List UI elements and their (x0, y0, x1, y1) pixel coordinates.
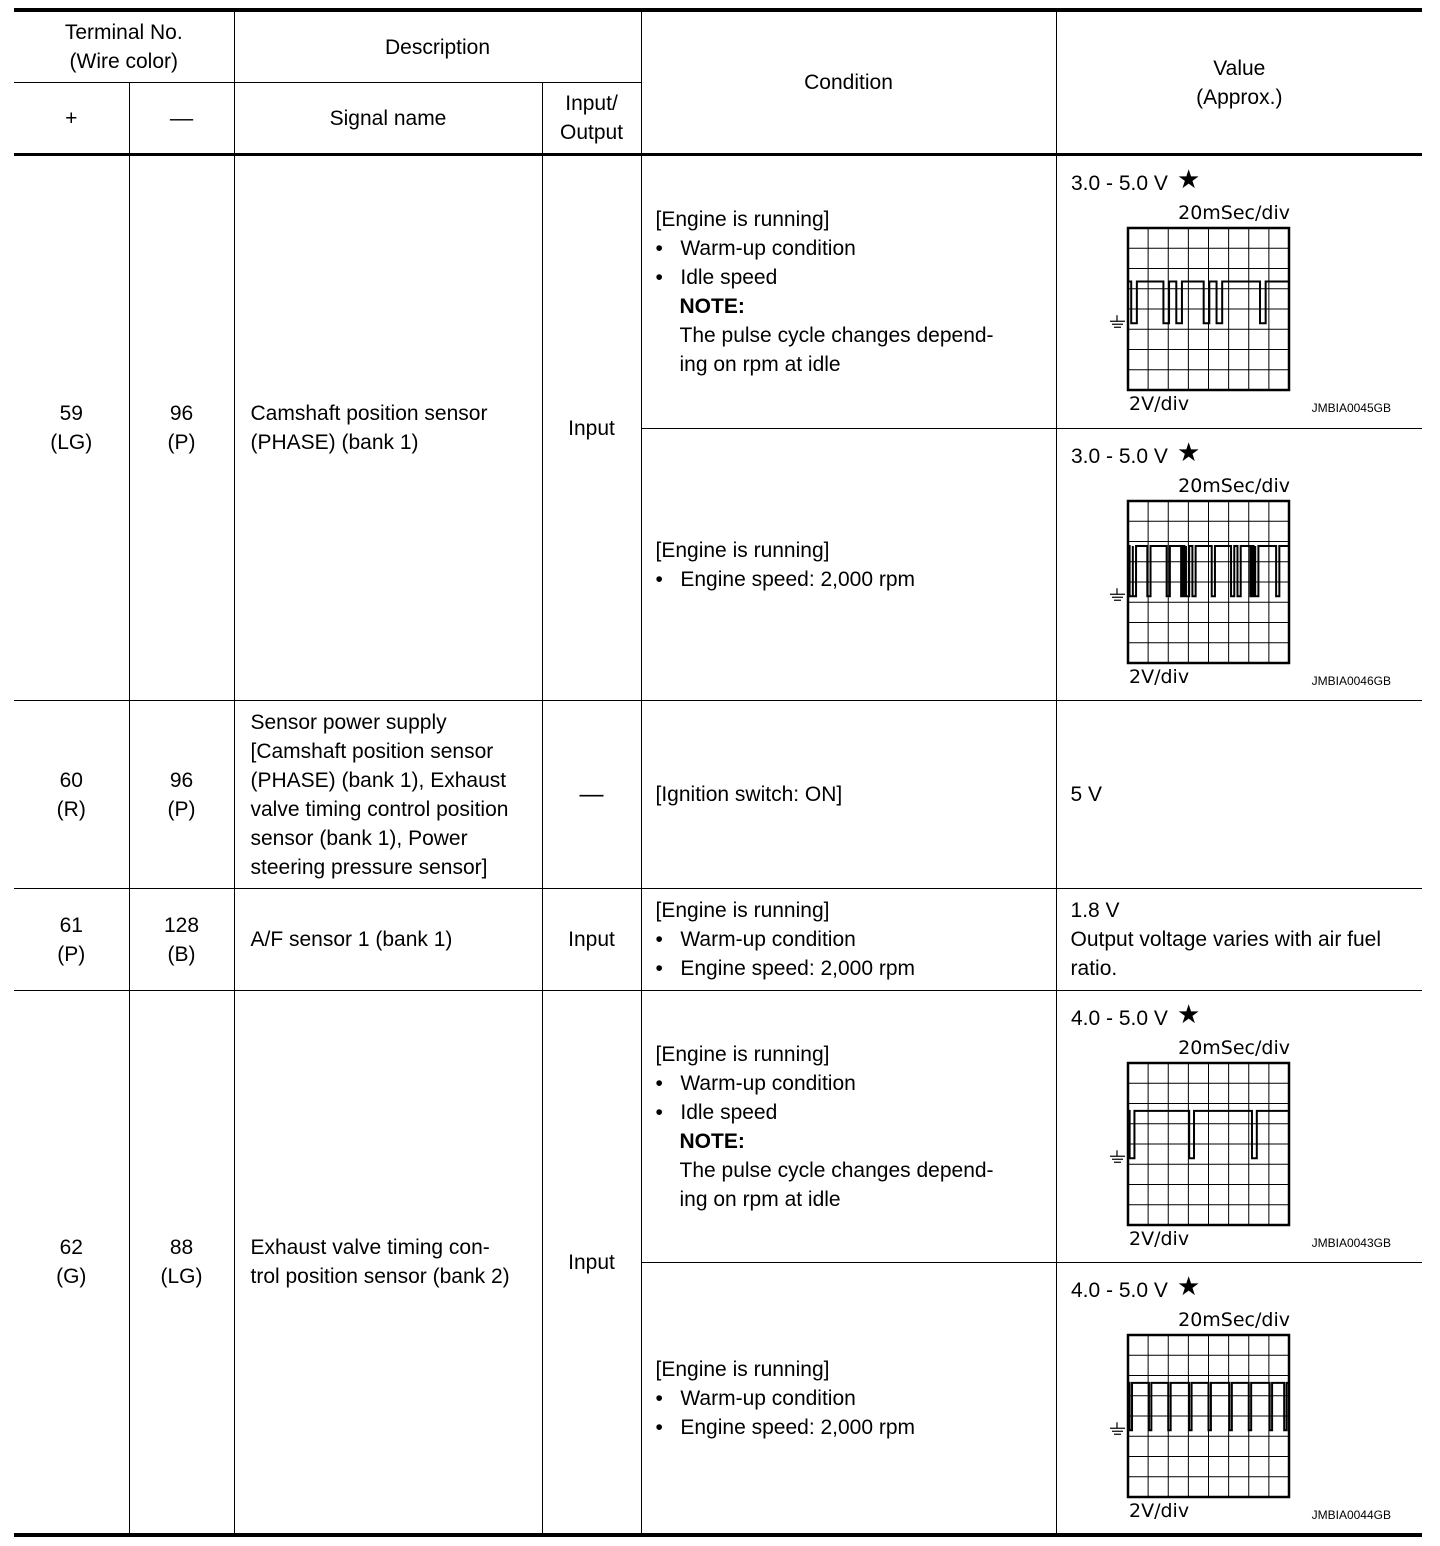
io-header: Input/ Output (542, 83, 641, 155)
io-value: — (542, 701, 641, 889)
list-item: • Engine speed: 2,000 rpm (655, 957, 916, 980)
volt-div-label: 2V/div (1128, 1500, 1189, 1522)
time-div-label: 20mSec/div (1177, 1309, 1290, 1331)
list-item: • Warm-up condition (655, 1386, 856, 1410)
plus-terminal: 62 (G) (14, 991, 129, 1536)
table-row (14, 701, 1422, 889)
note-label: NOTE: (679, 295, 745, 318)
waveform-62-2000rpm (1057, 1263, 1423, 1533)
volt-div-label: 2V/div (1128, 393, 1189, 415)
table-row (14, 155, 1422, 429)
star-icon: ★ (1176, 1272, 1200, 1302)
time-div-label: 20mSec/div (1177, 1037, 1290, 1059)
condition-cell: [Engine is running] • Warm-up condition • Idle speed NOTE: The pulse cycle changes depend- ing on rpm at idle (641, 991, 1056, 1263)
signal-name: Exhaust valve timing con- trol position sensor (bank 2) (234, 991, 542, 1536)
condition-cell: [Engine is running] • Warm-up condition • Engine speed: 2,000 rpm (641, 1263, 1056, 1536)
io-value: Input (542, 155, 641, 701)
minus-terminal: 96 (P) (129, 701, 234, 889)
time-div-label: 20mSec/div (1177, 202, 1290, 224)
signal-name: A/F sensor 1 (bank 1) (234, 889, 542, 991)
list-item: • Warm-up condition (655, 1071, 856, 1095)
volt-div-label: 2V/div (1128, 666, 1189, 688)
plus-terminal: 60 (R) (14, 701, 129, 889)
condition-cell: [Ignition switch: ON] (641, 701, 1056, 889)
io-value: Input (542, 889, 641, 991)
scope-grid (1128, 501, 1289, 663)
condition-cell: [Engine is running] • Engine speed: 2,000 rpm (641, 429, 1056, 701)
io-value: Input (542, 991, 641, 1536)
list-item: • Warm-up condition (655, 928, 856, 951)
minus-header: –– (129, 83, 234, 155)
list-item: • Idle speed (655, 266, 778, 289)
value-cell (1056, 429, 1422, 701)
volt-div-label: 2V/div (1128, 1228, 1189, 1250)
ground-icon (1110, 1150, 1125, 1162)
star-icon: ★ (1176, 1000, 1200, 1030)
star-icon: ★ (1176, 438, 1200, 468)
figure-code: JMBIA0046GB (1311, 674, 1391, 688)
signal-name-header: Signal name (234, 83, 542, 155)
plus-header: + (14, 83, 129, 155)
waveform-59-2000rpm (1057, 429, 1423, 700)
value-header: Value (Approx.) (1056, 10, 1422, 155)
value-label: 4.0 - 5.0 V (1070, 1279, 1168, 1302)
plus-terminal: 61 (P) (14, 889, 129, 991)
value-text: 1.8 V Output voltage varies with air fuel ratio. (1056, 889, 1422, 991)
waveform-trace (1128, 282, 1289, 324)
terminal-header: Terminal No. (Wire color) (14, 10, 234, 83)
terminal-spec-table (14, 8, 1422, 1537)
figure-code: JMBIA0043GB (1311, 1236, 1391, 1250)
ground-icon (1110, 315, 1125, 327)
value-cell (1056, 1263, 1422, 1536)
list-item: • Idle speed (655, 1100, 778, 1124)
signal-name: Sensor power supply [Camshaft position sensor (PHASE) (bank 1), Exhaust valve timing control position sensor (bank 1), Power steering pressure sensor] (234, 701, 542, 889)
minus-terminal: 128 (B) (129, 889, 234, 991)
value-cell (1056, 991, 1422, 1263)
value-label: 3.0 - 5.0 V (1070, 445, 1168, 468)
value-cell (1056, 155, 1422, 429)
ground-icon (1110, 588, 1125, 600)
scope-grid (1128, 1063, 1289, 1225)
description-header: Description (234, 10, 641, 83)
list-item: • Engine speed: 2,000 rpm (655, 567, 916, 591)
ground-icon (1110, 1422, 1125, 1434)
condition-cell: [Engine is running] • Warm-up condition • Engine speed: 2,000 rpm (641, 889, 1056, 991)
waveform-59-idle (1057, 156, 1423, 428)
list-item: • Engine speed: 2,000 rpm (655, 1415, 916, 1439)
condition-cell: [Engine is running] • Warm-up condition • Idle speed NOTE: The pulse cycle changes depend- ing on rpm at idle (641, 155, 1056, 429)
plus-terminal: 59 (LG) (14, 155, 129, 701)
minus-terminal: 96 (P) (129, 155, 234, 701)
minus-terminal: 88 (LG) (129, 991, 234, 1536)
star-icon: ★ (1176, 165, 1200, 195)
note-label: NOTE: (679, 1129, 745, 1153)
value-label: 4.0 - 5.0 V (1070, 1007, 1168, 1030)
condition-header: Condition (641, 10, 1056, 155)
value-text: 5 V (1056, 701, 1422, 889)
figure-code: JMBIA0044GB (1311, 1508, 1391, 1522)
waveform-62-idle (1057, 991, 1423, 1262)
value-label: 3.0 - 5.0 V (1070, 172, 1168, 195)
table-row (14, 889, 1422, 991)
waveform-trace (1128, 1383, 1289, 1430)
figure-code: JMBIA0045GB (1311, 401, 1391, 415)
time-div-label: 20mSec/div (1177, 475, 1290, 497)
table-row (14, 991, 1422, 1263)
signal-name: Camshaft position sensor (PHASE) (bank 1) (234, 155, 542, 701)
list-item: • Warm-up condition (655, 237, 856, 260)
